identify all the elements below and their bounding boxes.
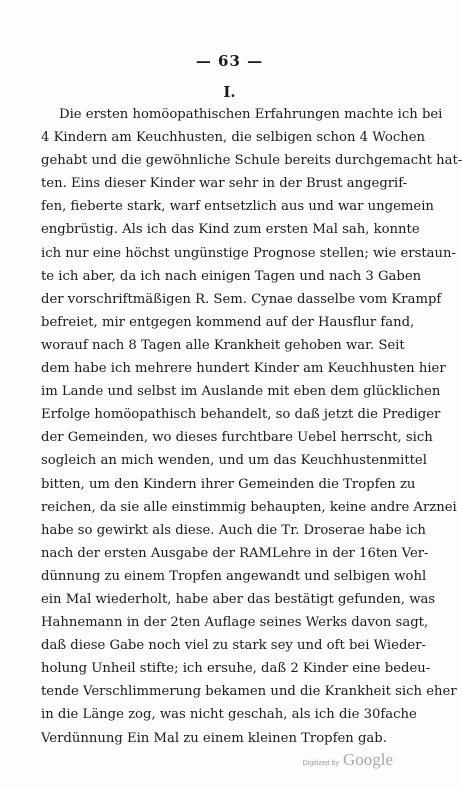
- google-logo: Google: [342, 750, 393, 769]
- body-text: [41, 103, 462, 750]
- text-line: der vorschriftmäßigen R. Sem. Cynae dasselbe vom Krampf: [41, 291, 442, 307]
- text-line: dünnung zu einem Tropfen angewandt und selbigen wohl: [41, 568, 427, 584]
- text-line: 4 Kindern am Keuchhusten, die selbigen schon 4 Wochen: [41, 130, 426, 146]
- text-line: ich nur eine höchst ungünstige Prognose stellen; wie erstaun-: [41, 245, 456, 261]
- page-number: — 63 —: [195, 52, 264, 70]
- text-line: sogleich an mich wenden, und um das Keuchhustenmittel: [41, 453, 427, 469]
- text-line: habe so gewirkt als diese. Auch die Tr. Droserae habe ich: [41, 522, 426, 538]
- text-line: Die ersten homöopathischen Erfahrungen machte ich bei: [59, 107, 443, 122]
- text-line: fen, fieberte stark, warf entsetzlich aus und war ungemein: [41, 199, 434, 215]
- text-line: daß diese Gabe noch viel zu stark sey und oft bei Wieder-: [41, 638, 426, 654]
- text-line: nach der ersten Ausgabe der RAMLehre in der 16ten Ver-: [41, 545, 429, 561]
- text-line: tende Verschlimmerung bekamen und die Krankheit sich eher: [41, 684, 457, 700]
- text-line: befreiet, mir entgegen kommend auf der Hausflur fand,: [41, 314, 415, 330]
- section-numeral: I.: [223, 83, 236, 101]
- text-line: bitten, um den Kindern ihrer Gemeinden die Tropfen zu: [41, 476, 416, 492]
- text-line: Hahnemann in der 2ten Auflage seines Werks davon sagt,: [41, 615, 429, 631]
- text-line: der Gemeinden, wo dieses furchtbare Uebel herrscht, sich: [41, 430, 433, 446]
- text-line: im Lande und selbst im Auslande mit eben dem glücklichen: [41, 384, 441, 400]
- text-line: Verdünnung Ein Mal zu einem kleinen Tropfen gab.: [41, 730, 387, 746]
- text-line: in die Länge zog, was nicht geschah, als ich die 30fache: [41, 707, 417, 723]
- digitized-by-label: Digitized by: [302, 760, 339, 767]
- digitized-watermark: [303, 750, 393, 770]
- text-line: reichen, da sie alle einstimmig behaupten, keine andre Arznei: [41, 499, 457, 515]
- text-line: worauf nach 8 Tagen alle Krankheit gehoben war. Seit: [41, 337, 405, 353]
- text-line: ten. Eins dieser Kinder war sehr in der Brust angegrif-: [41, 176, 408, 192]
- text-line: ein Mal wiederholt, habe aber das bestätigt gefunden, was: [41, 591, 436, 607]
- text-line: Erfolge homöopathisch behandelt, so daß jetzt die Prediger: [41, 407, 441, 423]
- text-line: dem habe ich mehrere hundert Kinder am Keuchhusten hier: [41, 361, 446, 377]
- text-line: te ich aber, da ich nach einigen Tagen und nach 3 Gaben: [41, 268, 422, 284]
- text-line: holung Unheil stifte; ich ersuhe, daß 2 Kinder eine bedeu-: [41, 661, 431, 677]
- text-line: engbrüstig. Als ich das Kind zum ersten Mal sah, konnte: [41, 222, 420, 238]
- text-line: gehabt und die gewöhnliche Schule bereits durchgemacht hat-: [41, 153, 462, 169]
